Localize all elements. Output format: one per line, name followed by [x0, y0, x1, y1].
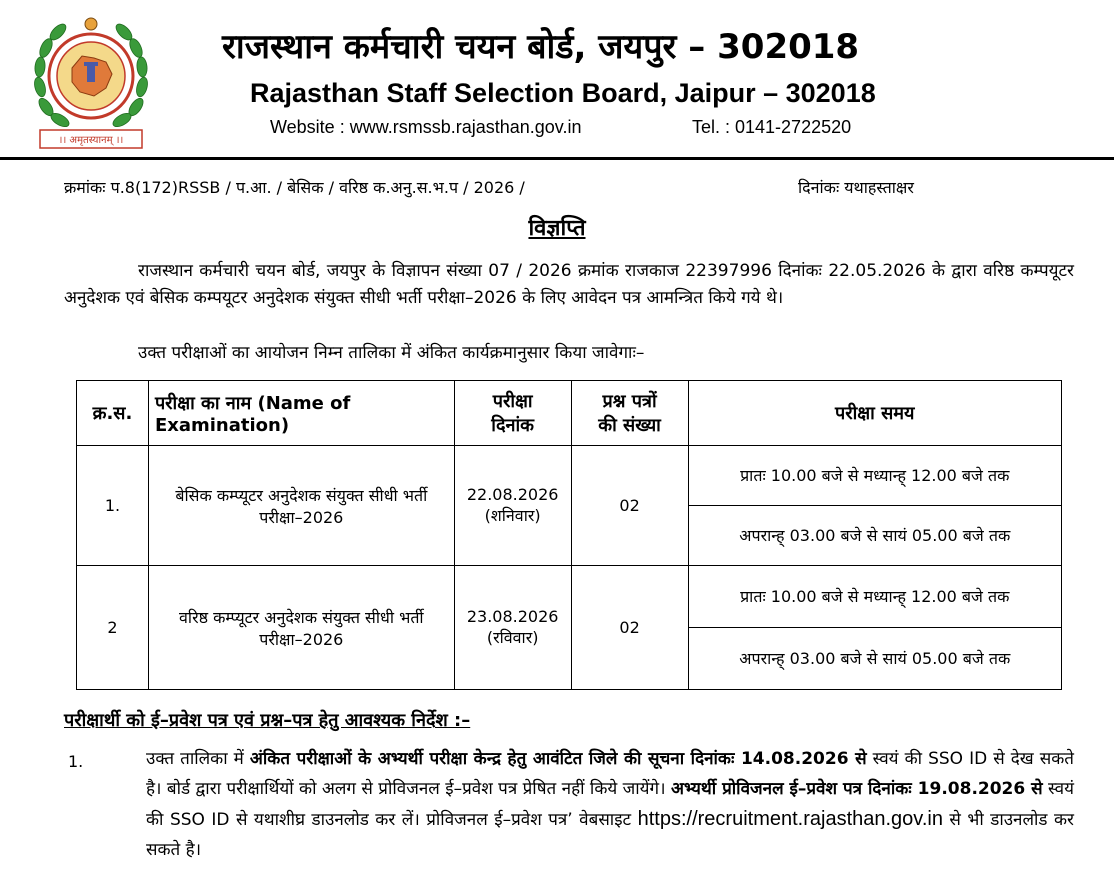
instruction-bold-district-date: अंकित परीक्षाओं के अभ्यर्थी परीक्षा केन्द्र हेतु आवंटित जिले की सूचना दिनांकः 14.08.2026 से	[249, 749, 867, 769]
header-exam-date	[454, 381, 571, 446]
recruitment-website-link[interactable]: https://recruitment.rajasthan.gov.in	[637, 808, 943, 830]
row-day: (रविवार)	[486, 628, 539, 647]
row-sno: 1.	[77, 446, 149, 566]
header-divider	[0, 157, 1114, 160]
row-paper-count: 02	[571, 446, 688, 566]
exam-schedule-table	[76, 380, 1062, 690]
board-title-hindi: राजस्थान कर्मचारी चयन बोर्ड, जयपुर – 302018	[222, 27, 860, 67]
instruction-text	[146, 744, 1074, 865]
reference-number: क्रमांकः प.8(172)RSSB / प.आ. / बेसिक / वरिष्ठ क.अनु.स.भ.प / 2026 /	[64, 178, 525, 197]
row-day: (शनिवार)	[484, 506, 541, 525]
intro-paragraph: राजस्थान कर्मचारी चयन बोर्ड, जयपुर के विज्ञापन संख्या 07 / 2026 क्रमांक राजकाज 22397996 दिनांकः 22.05.2026 के द्वारा वरिष्ठ कम्पयूटर अनुदेशक एवं बेसिक कम्पयूटर अनुदेशक संयुक्त सीधी भर्ती परीक्षा–2026 के लिए आवेदन पत्र आमन्त्रित किये गये थे।	[64, 261, 1074, 308]
rsmssb-logo	[32, 12, 150, 152]
instruction-part3: स्वयं की SSO ID से यथाशीघ्र डाउनलोड कर लें। प्रोविजनल ई–प्रवेश पत्र’ वेबसाइट	[146, 779, 1074, 830]
telephone-text: Tel. : 0141-2722520	[692, 117, 852, 137]
notice-title: विज्ञप्ति	[528, 216, 586, 241]
table-row	[77, 566, 1062, 628]
row-date: 22.08.2026	[466, 485, 559, 504]
row-shift-morning: प्रातः 10.00 बजे से मध्यान्ह् 12.00 बजे तक	[688, 566, 1061, 628]
row-paper-count: 02	[571, 566, 688, 690]
row-exam-date	[454, 566, 571, 690]
table-row	[77, 446, 1062, 506]
header-date-line1: परीक्षा	[492, 391, 533, 412]
table-header-row	[77, 381, 1062, 446]
instructions-heading: परीक्षार्थी को ई–प्रवेश पत्र एवं प्रश्न–पत्र हेतु आवश्यक निर्देश :–	[64, 710, 471, 731]
instruction-part2: स्वयं की SSO ID से देख सकते है। बोर्ड द्वारा परीक्षार्थियों को अलग से प्रोविजनल ई–प्रवेश पत्र प्रेषित नहीं किये जायेंगे।	[146, 749, 1074, 799]
instruction-bold-admit-date: अभ्यर्थी प्रोविजनल ई–प्रवेश पत्र दिनांकः 19.08.2026 से	[670, 779, 1043, 799]
header-papers-line1: प्रश्न पत्रों	[602, 391, 657, 412]
header-paper-count	[571, 381, 688, 446]
row-date: 23.08.2026	[466, 607, 559, 626]
instruction-part4: से भी डाउनलोड कर सकते है।	[146, 810, 1074, 860]
row-shift-afternoon: अपरान्ह् 03.00 बजे से सायं 05.00 बजे तक	[688, 506, 1061, 566]
reference-date: दिनांकः यथाहस्ताक्षर	[798, 178, 914, 197]
schedule-intro: उक्त परीक्षाओं का आयोजन निम्न तालिका में अंकित कार्यक्रमानुसार किया जावेगाः–	[138, 343, 645, 363]
header-papers-line2: की संख्या	[598, 415, 661, 436]
row-exam-date	[454, 446, 571, 566]
header-exam-time: परीक्षा समय	[688, 381, 1061, 446]
header-exam-name: परीक्षा का नाम (Name of Examination)	[148, 381, 454, 446]
board-title-english: Rajasthan Staff Selection Board, Jaipur – 302018	[250, 78, 876, 108]
website-text[interactable]: Website : www.rsmssb.rajasthan.gov.in	[270, 117, 582, 137]
header-date-line2: दिनांक	[491, 415, 534, 436]
header-sno: क्र.स.	[77, 381, 149, 446]
row-exam-name: वरिष्ठ कम्प्यूटर अनुदेशक संयुक्त सीधी भर्ती परीक्षा–2026	[148, 566, 454, 690]
logo-motto: ।। अमृतस्यानम् ।।	[58, 135, 124, 146]
row-shift-afternoon: अपरान्ह् 03.00 बजे से सायं 05.00 बजे तक	[688, 628, 1061, 690]
instruction-number: 1.	[68, 752, 84, 771]
instruction-part1: उक्त तालिका में	[146, 749, 250, 769]
row-shift-morning: प्रातः 10.00 बजे से मध्यान्ह् 12.00 बजे तक	[688, 446, 1061, 506]
row-exam-name: बेसिक कम्प्यूटर अनुदेशक संयुक्त सीधी भर्ती परीक्षा–2026	[148, 446, 454, 566]
contact-line	[270, 117, 852, 138]
row-sno: 2	[77, 566, 149, 690]
